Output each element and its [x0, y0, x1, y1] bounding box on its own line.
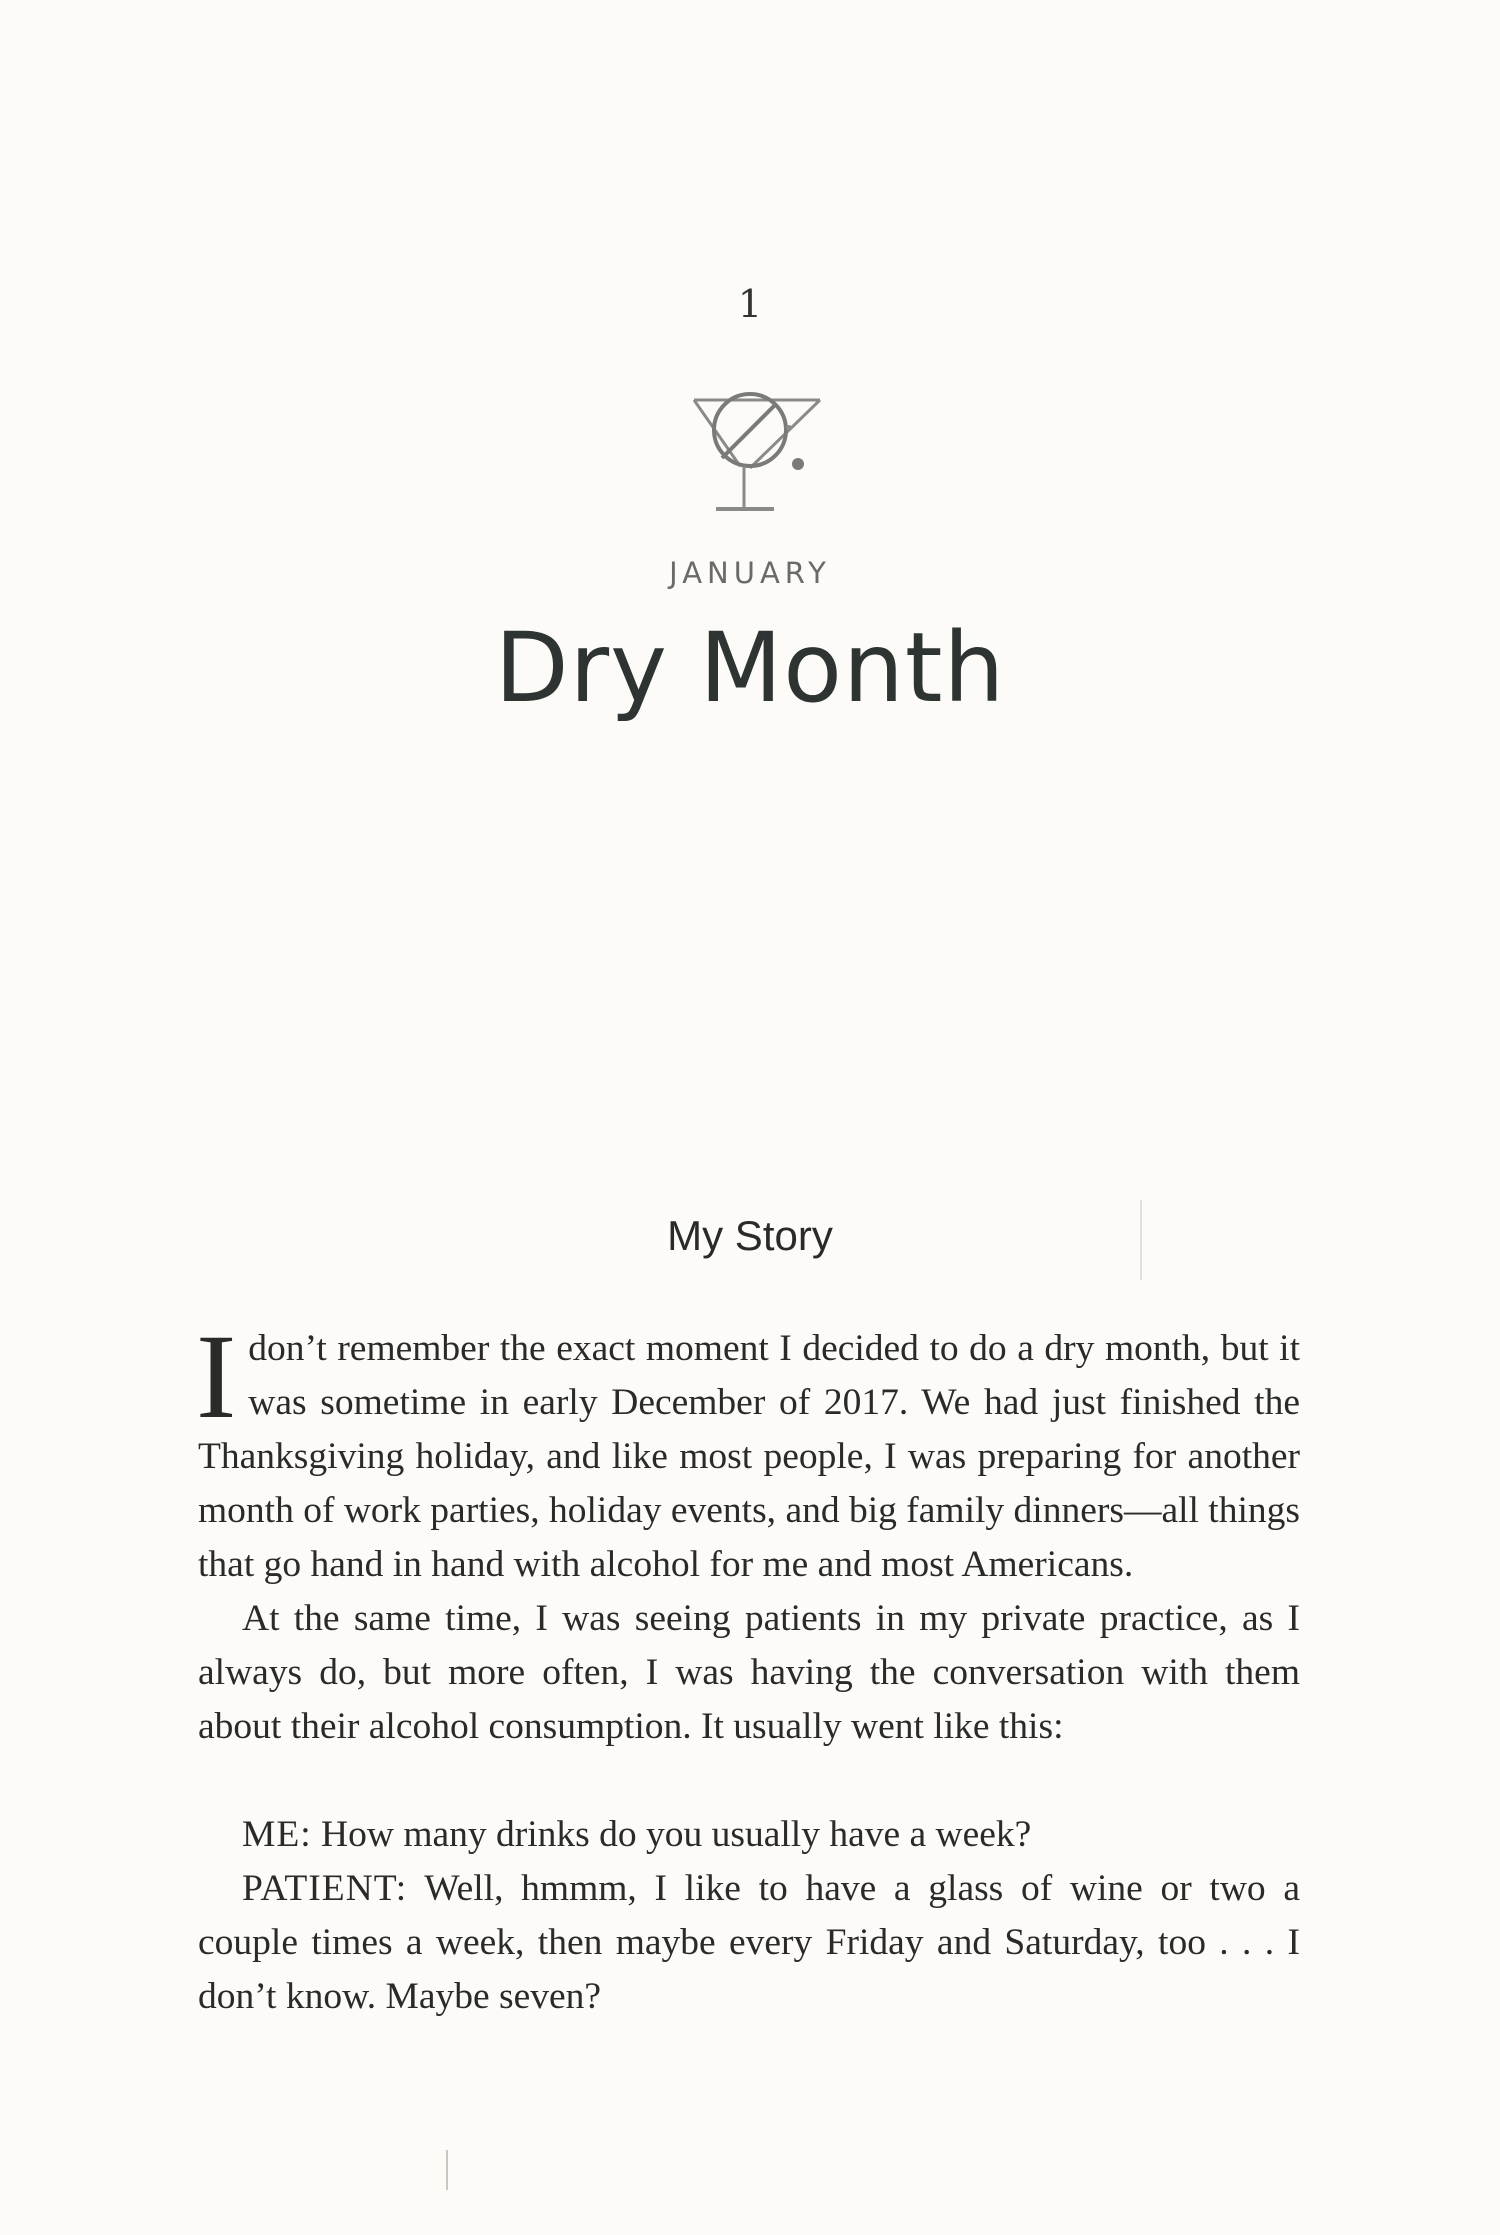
dialogue-line-patient [198, 1862, 1300, 2024]
dialogue-line-me [198, 1808, 1300, 1862]
dialogue-patient-text: Well, hmmm, I like to have a glass of wine or two a couple times a week, then maybe every Friday and Saturday, too . . . I don’t know. Maybe seven? [198, 1868, 1301, 2017]
paragraph-1-text: don’t remember the exact moment I decided to do a dry month, but it was sometime in early December of 2017. We had just finished the Thanksgiving holiday, and like most people, I was preparing for another month of work parties, holiday events, and big family dinners—all things that go hand in hand with alcohol for me and most Americans. [198, 1328, 1300, 1585]
drop-cap: I [196, 1310, 237, 1444]
chapter-month-label: JANUARY [669, 556, 831, 590]
speaker-me: ME: [242, 1814, 312, 1855]
scan-artifact-line [1140, 1200, 1142, 1280]
chapter-title: Dry Month [494, 612, 1006, 724]
speaker-patient: PATIENT: [242, 1868, 408, 1909]
no-cocktail-glass-icon [688, 388, 828, 518]
body-text [196, 1310, 1301, 2024]
paragraph-2: At the same time, I was seeing patients in my private practice, as I always do, but more often, I was having the conversation with them about their alcohol consumption. It usually went like this: [198, 1598, 1300, 1747]
chapter-number: 1 [737, 282, 763, 326]
section-heading: My Story [667, 1212, 833, 1259]
paragraph-1 [196, 1310, 1300, 1592]
scan-artifact-line [446, 2150, 448, 2190]
dialogue-me-text: How many drinks do you usually have a week? [321, 1814, 1032, 1855]
